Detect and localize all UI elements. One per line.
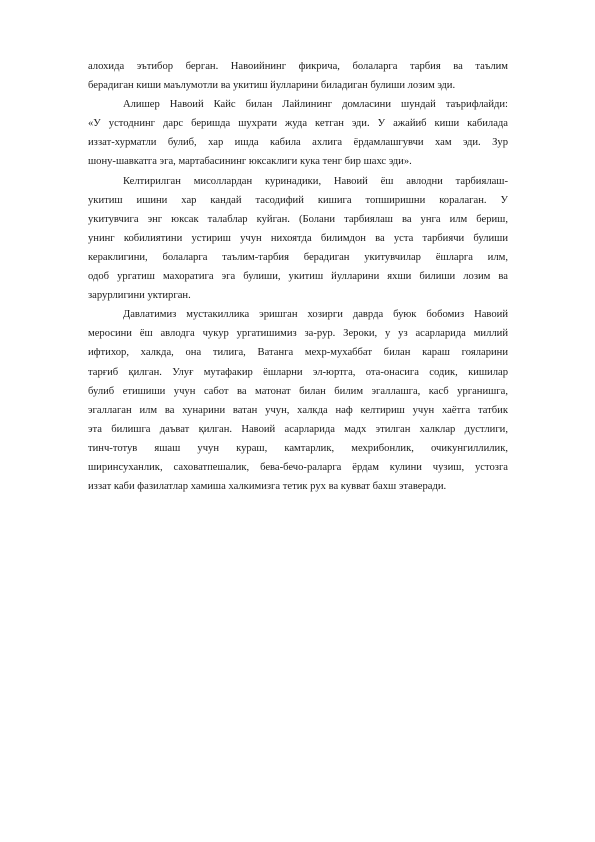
paragraph-3-line-2: укитиш ишини хар кандай тасодифий кишига топширишни коралаган. У	[88, 194, 508, 206]
paragraph-4-line-1: Давлатимиз мустакиллика эришган хозирги даврда буюк бобомиз Навоий	[123, 309, 508, 321]
paragraph-4-line-7: эта билишга даъват қилган. Навоий асарларида мадх этилган халклар дустлиги,	[88, 423, 508, 435]
paragraph-3-line-6: одоб ургатиш махоратига эга булиши, укитиш йулларини яхши билиши лозим ва	[88, 271, 508, 283]
paragraph-2-line-2: «У устоднинг дарс беришда шухрати жуда кетган эди. У ажайиб киши кабилада	[88, 118, 508, 130]
paragraph-3-line-3: укитувчига энг юксак талаблар куйган. (Болани тарбиялаш ва унга илм бериш,	[88, 213, 508, 225]
paragraph-4-line-9: ширинсуханлик, саховатпешалик, бева-бечо-раларга ёрдам кулини чузиш, устозга	[88, 461, 508, 473]
paragraph-3-line-1: Келтирилган мисоллардан куринадики, Навоий ёш авлодни тарбиялаш-	[123, 175, 508, 187]
paragraph-1-line-1: алохида эътибор берган. Навоийнинг фикрича, болаларга тарбия ва таълим	[88, 61, 508, 72]
paragraph-4-line-2: меросини ёш авлодга чукур ургатишимиз за-рур. Зероки, у уз асарларида миллий	[88, 328, 508, 340]
paragraph-3-line-4: унинг кобилиятини устириш учун нихоятда билимдон ва уста тарбиячи булиши	[88, 232, 508, 244]
paragraph-4-line-4: тарғиб қилган. Улуғ мутафакир ёшларни эл-юртга, ота-онасига содик, кишилар	[88, 366, 508, 378]
document-body	[88, 57, 508, 496]
paragraph-4-line-5: булиб етишиши учун сабот ва матонат билан билим эгаллашга, касб урганишга,	[88, 385, 508, 397]
paragraph-4-line-3: ифтихор, халкда, она тилига, Ватанга мехр-мухаббат билан караш гояларини	[88, 347, 508, 359]
paragraph-2-line-3: иззат-хурматли булиб, хар ишда кабила ахлига ёрдамлашгувчи хам эди. Зур	[88, 137, 508, 149]
paragraph-1-line-2: берадиган киши маълумотли ва укитиш йулларини биладиган булиши лозим эди.	[88, 80, 456, 92]
paragraph-3-line-5: кераклигини, болаларга таълим-тарбия берадиган укитувчилар ёшларга илм,	[88, 251, 508, 263]
paragraph-4-line-6: эгаллаган илм ва хунарини ватан учун, халкда наф келтириш учун хаётга татбик	[88, 404, 508, 416]
paragraph-4-line-8: тинч-тотув яшаш учун кураш, камтарлик, мехрибонлик, очикунгиллилик,	[88, 442, 508, 454]
paragraph-4-line-10: иззат каби фазилатлар хамиша халкимизга тетик рух ва кувват бахш этаверади.	[88, 481, 447, 493]
paragraph-3-line-7: зарурлигини уктирган.	[88, 290, 191, 302]
paragraph-2-line-4: шону-шавкатга эга, мартабасининг юксаклиги кука тенг бир шахс эди».	[88, 156, 412, 168]
paragraph-2-line-1: Алишер Навоий Кайс билан Лайлининг домласини шундай таърифлайди:	[123, 99, 508, 111]
